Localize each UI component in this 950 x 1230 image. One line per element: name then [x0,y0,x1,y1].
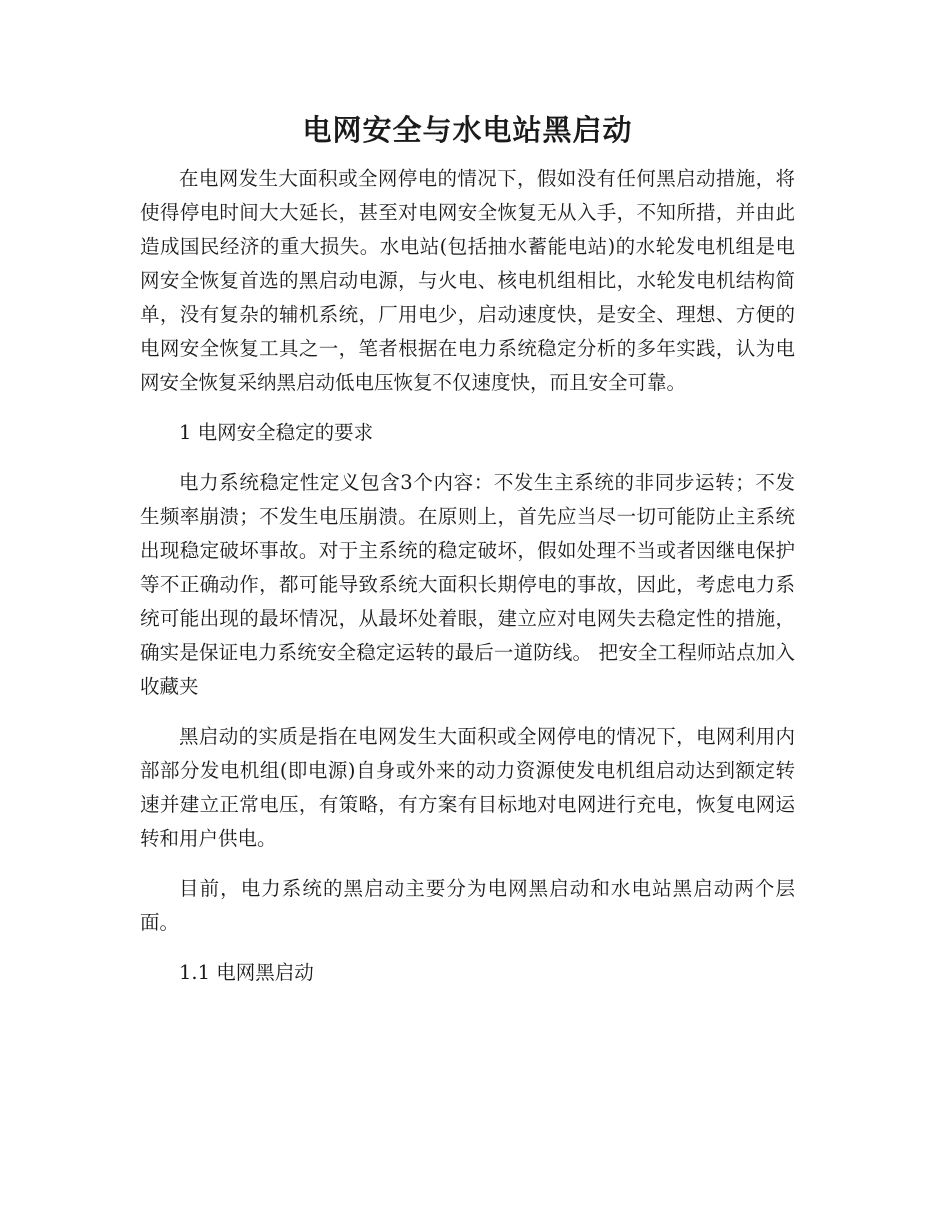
paragraph-black-start-levels: 目前，电力系统的黑启动主要分为电网黑启动和水电站黑启动两个层面。 [140,877,795,934]
section-heading-1: 1 电网安全稳定的要求 [179,421,374,444]
document-title: 电网安全与水电站黑启动 [302,113,633,147]
section-heading-1-1: 1.1 电网黑启动 [179,961,314,984]
paragraph-intro: 在电网发生大面积或全网停电的情况下，假如没有任何黑启动措施，将使得停电时间大大延长，甚至对电网安全恢复无从入手，不知所措，并由此造成国民经济的重大损失。水电站(包括抽水蓄能电站)的水轮发电机组是电网安全恢复首选的黑启动电源，与火电、核电机组相比，水轮发电机结构简单，没有复杂的辅机系统，厂用电少，启动速度快，是安全、理想、方便的电网安全恢复工具之一，笔者根据在电力系统稳定分析的多年实践，认为电网安全恢复采纳黑启动低电压恢复不仅速度快，而且安全可靠。 [140,167,795,394]
document-page [140,110,795,1006]
paragraph-black-start-essence: 黑启动的实质是指在电网发生大面积或全网停电的情况下，电网利用内部部分发电机组(即电源)自身或外来的动力资源使发电机组启动达到额定转速并建立正常电压，有策略，有方案有目标地对电网进行充电，恢复电网运转和用户供电。 [140,725,795,850]
paragraph-stability-definition: 电力系统稳定性定义包含3个内容：不发生主系统的非同步运转；不发生频率崩溃；不发生电压崩溃。在原则上，首先应当尽一切可能防止主系统出现稳定破坏事故。对于主系统的稳定破坏，假如处理不当或者因继电保护等不正确动作，都可能导致系统大面积长期停电的事故，因此，考虑电力系统可能出现的最坏情况，从最坏处着眼，建立应对电网失去稳定性的措施，确实是保证电力系统安全稳定运转的最后一道防线。 把安全工程师站点加入收藏夹 [140,471,795,698]
